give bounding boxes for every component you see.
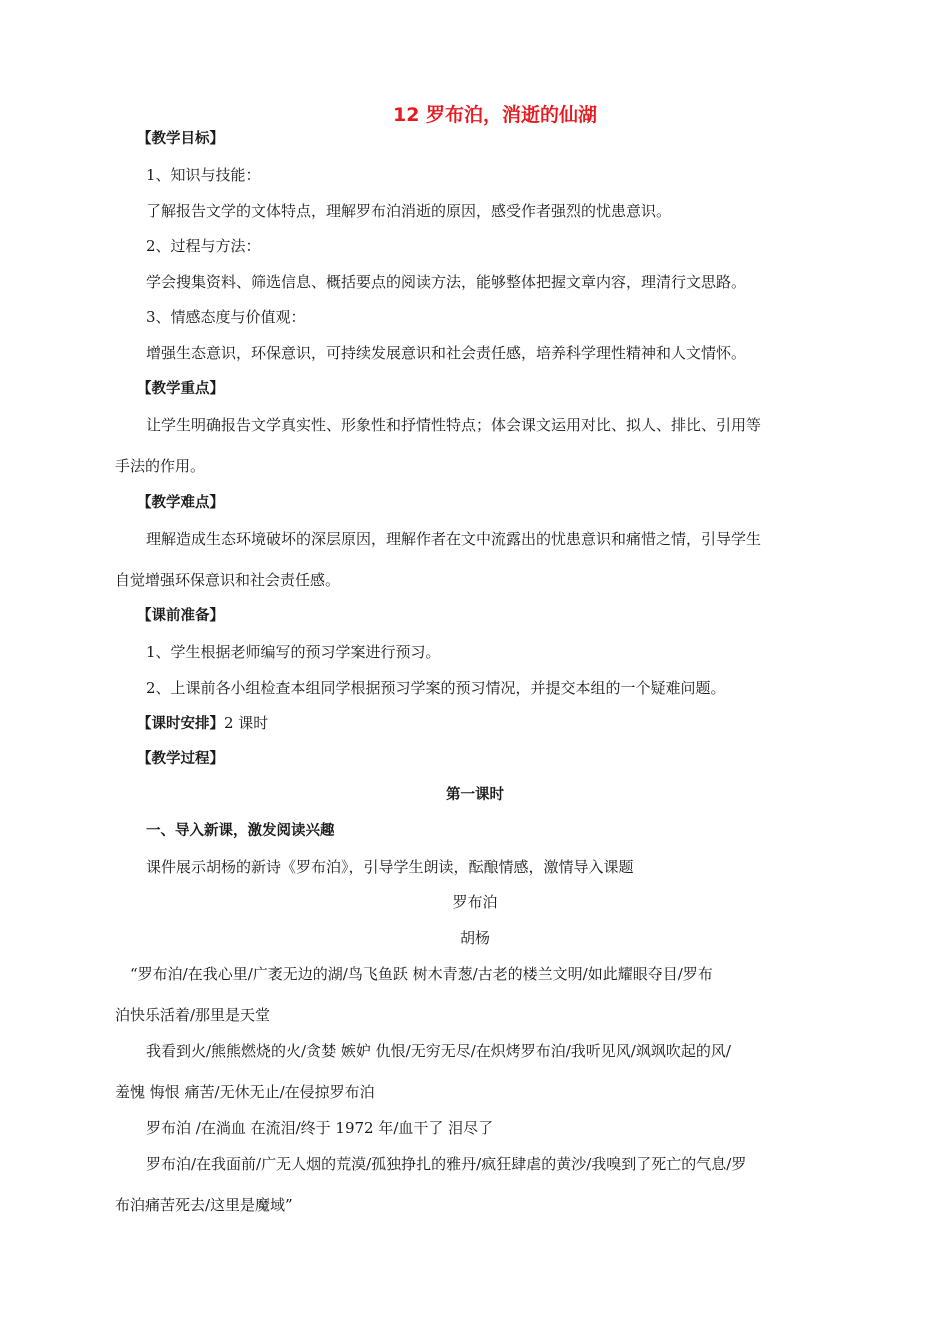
objective-1-text: 了解报告文学的文体特点，理解罗布泊消逝的原因，感受作者强烈的忧患意识。 [146,202,672,220]
key-points-heading: 【教学重点】 [137,381,224,397]
poem-stanza-2-line-1: 我看到火/熊熊燃烧的火/贪婪 嫉妒 仇恨/无穷无尽/在炽烤罗布泊/我听见风/飒飒吹起的风/ [146,1042,731,1060]
schedule-value: 2 课时 [224,714,269,732]
poem-author: 胡杨 [459,929,490,947]
difficulties-line-1: 理解造成生态环境破坏的深层原因，理解作者在文中流露出的忧患意识和痛惜之情，引导学生 [146,530,762,548]
process-heading: 【教学过程】 [137,751,224,767]
poem-stanza-1-line-1: “罗布泊/在我心里/广袤无边的湖/鸟飞鱼跃 树木青葱/古老的楼兰文明/如此耀眼夺目/罗布 [130,965,713,983]
objectives-heading: 【教学目标】 [137,131,224,147]
key-points-line-2: 手法的作用。 [115,457,206,475]
preparation-item-1: 1、学生根据老师编写的预习学案进行预习。 [146,643,441,661]
poem-stanza-1-line-2: 泊快乐活着/那里是天堂 [115,1006,271,1024]
objective-2-text: 学会搜集资料、筛选信息、概括要点的阅读方法，能够整体把握文章内容，理清行文思路。 [146,273,747,291]
difficulties-heading: 【教学难点】 [137,495,224,511]
schedule-line [137,713,268,734]
difficulties-line-2: 自觉增强环保意识和社会责任感。 [115,571,341,589]
poem-stanza-4-line-2: 布泊痛苦死去/这里是魔域” [115,1196,293,1214]
objective-3-text: 增强生态意识，环保意识，可持续发展意识和社会责任感，培养科学理性精神和人文情怀。 [146,344,747,362]
section-1-heading: 一、导入新课，激发阅读兴趣 [146,823,335,839]
poem-stanza-3-line-1: 罗布泊 /在淌血 在流泪/终于 1972 年/血干了 泪尽了 [146,1119,494,1137]
schedule-heading: 【课时安排】 [137,716,224,732]
objective-3-label: 3、情感态度与价值观： [146,308,306,326]
document-title: 12 罗布泊，消逝的仙湖 [392,104,598,126]
objective-2-label: 2、过程与方法： [146,237,261,255]
preparation-heading: 【课前准备】 [137,608,224,624]
poem-stanza-4-line-1: 罗布泊/在我面前/广无人烟的荒漠/孤独挣扎的雅丹/疯狂肆虐的黄沙/我嗅到了死亡的气息/罗 [146,1155,747,1173]
preparation-item-2: 2、上课前各小组检查本组同学根据预习学案的预习情况，并提交本组的一个疑难问题。 [146,679,726,697]
key-points-line-1: 让学生明确报告文学真实性、形象性和抒情性特点；体会课文运用对比、拟人、排比、引用等 [146,416,762,434]
poem-stanza-2-line-2: 羞愧 悔恨 痛苦/无休无止/在侵掠罗布泊 [115,1083,375,1101]
objective-1-label: 1、知识与技能： [146,166,261,184]
lesson-title: 第一课时 [446,787,504,803]
section-1-text: 课件展示胡杨的新诗《罗布泊》，引导学生朗读，酝酿情感，激情导入课题 [146,858,634,876]
poem-title: 罗布泊 [452,893,498,911]
